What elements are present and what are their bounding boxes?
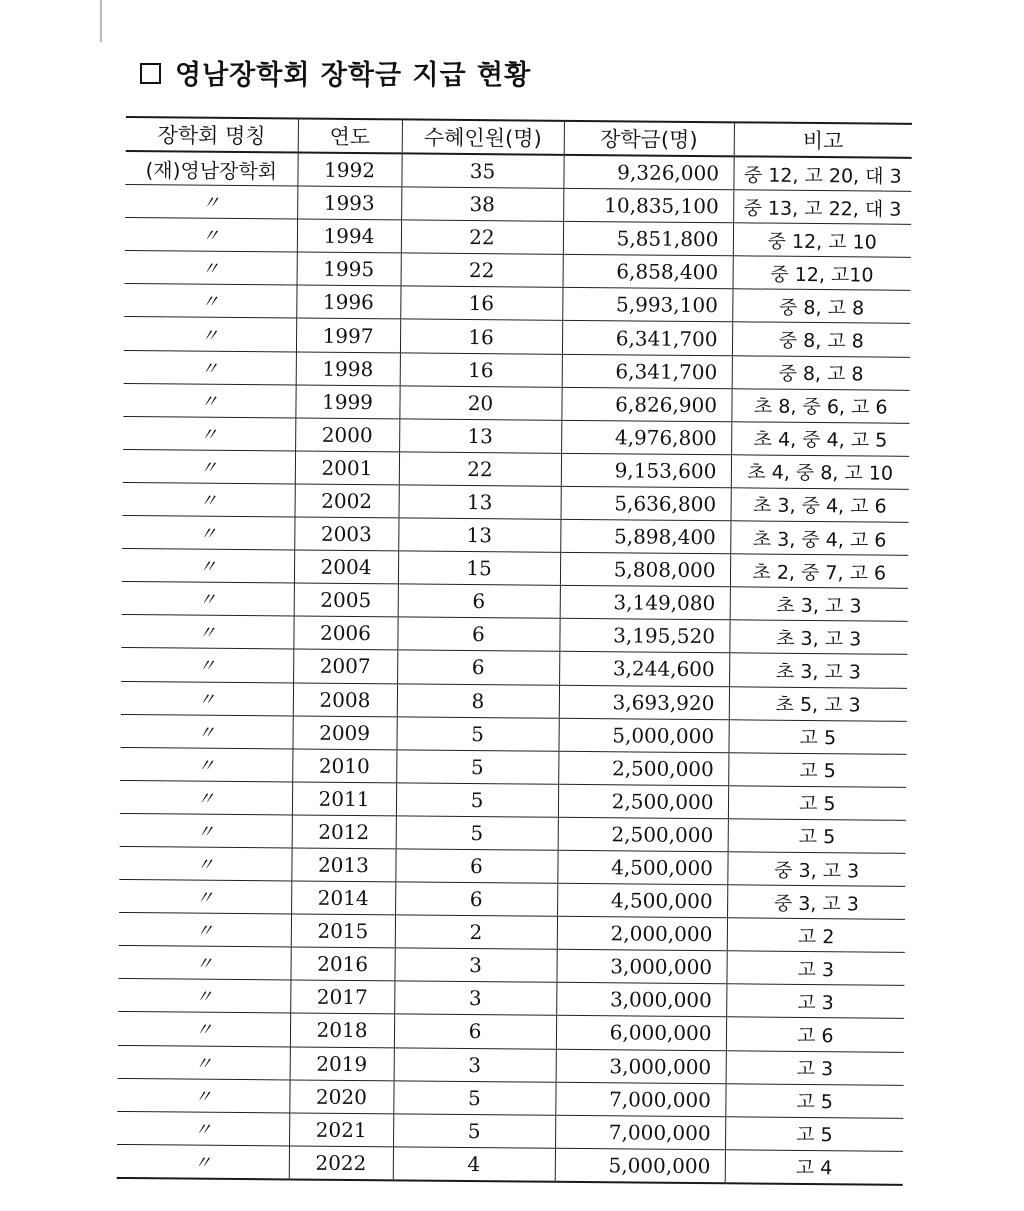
cell-amount: 2,500,000	[558, 751, 728, 786]
cell-amount: 10,835,100	[563, 188, 733, 223]
cell-year: 1994	[297, 219, 401, 253]
cell-recipients: 6	[394, 1014, 556, 1049]
cell-organization-name: 〃	[123, 449, 295, 484]
cell-organization-name: 〃	[120, 747, 292, 782]
cell-recipients: 22	[399, 452, 561, 487]
cell-organization-name: 〃	[119, 880, 291, 915]
cell-organization-name: 〃	[118, 1012, 290, 1047]
cell-recipients: 6	[395, 882, 557, 917]
header-organization-name: 장학회 명칭	[126, 117, 298, 152]
cell-year: 2021	[289, 1113, 393, 1147]
cell-recipients: 8	[397, 683, 559, 718]
cell-remarks: 중 8, 고 8	[732, 322, 910, 357]
cell-remarks: 초 4, 중 4, 고 5	[731, 422, 909, 457]
cell-recipients: 4	[393, 1147, 555, 1182]
cell-organization-name: 〃	[122, 549, 294, 584]
cell-recipients: 6	[395, 849, 557, 884]
cell-year: 2003	[294, 517, 398, 551]
cell-year: 2005	[294, 583, 398, 617]
cell-amount: 2,500,000	[558, 784, 728, 819]
cell-year: 2015	[291, 914, 395, 948]
cell-remarks: 고 4	[725, 1150, 903, 1185]
cell-remarks: 고 5	[728, 719, 906, 754]
cell-year: 1993	[297, 186, 401, 220]
cell-amount: 5,851,800	[563, 222, 733, 257]
cell-recipients: 16	[400, 319, 562, 354]
cell-remarks: 초 3, 고 3	[729, 653, 907, 688]
scan-artifact-line	[100, 0, 102, 42]
cell-year: 2010	[292, 749, 396, 783]
cell-year: 2008	[293, 682, 397, 716]
cell-year: 1995	[297, 252, 401, 286]
cell-year: 2022	[289, 1146, 393, 1181]
cell-year: 1998	[296, 352, 400, 386]
cell-recipients: 5	[396, 750, 558, 785]
cell-year: 2007	[293, 649, 397, 683]
cell-recipients: 3	[394, 981, 556, 1016]
cell-amount: 5,808,000	[560, 552, 730, 587]
cell-recipients: 5	[393, 1114, 555, 1149]
header-amount: 장학금(명)	[564, 121, 734, 156]
cell-amount: 6,858,400	[563, 255, 733, 290]
cell-recipients: 5	[396, 783, 558, 818]
cell-recipients: 5	[393, 1080, 555, 1115]
cell-amount: 3,693,920	[559, 685, 729, 720]
cell-organization-name: 〃	[118, 1045, 290, 1080]
cell-amount: 3,149,080	[560, 586, 730, 621]
cell-year: 2006	[293, 616, 397, 650]
cell-year: 2016	[290, 947, 394, 981]
header-remarks: 비고	[734, 122, 912, 158]
cell-amount: 7,000,000	[555, 1115, 725, 1150]
cell-remarks: 중 3, 고 3	[727, 885, 905, 920]
cell-amount: 5,636,800	[560, 486, 730, 521]
cell-amount: 4,500,000	[557, 850, 727, 885]
cell-recipients: 35	[401, 153, 563, 188]
cell-remarks: 고 5	[725, 1083, 903, 1118]
cell-year: 2019	[290, 1046, 394, 1080]
cell-remarks: 고 5	[725, 1116, 903, 1151]
cell-remarks: 초 3, 중 4, 고 6	[730, 488, 908, 523]
cell-recipients: 16	[400, 286, 562, 321]
cell-year: 2020	[289, 1080, 393, 1114]
cell-recipients: 15	[398, 551, 560, 586]
cell-remarks: 중 12, 고 10	[733, 223, 911, 258]
cell-recipients: 20	[399, 386, 561, 421]
cell-recipients: 13	[399, 485, 561, 520]
cell-amount: 4,976,800	[561, 420, 731, 455]
cell-year: 2011	[292, 782, 396, 816]
cell-amount: 2,000,000	[557, 916, 727, 951]
cell-recipients: 22	[401, 220, 563, 255]
cell-organization-name: 〃	[124, 350, 296, 385]
cell-recipients: 16	[400, 352, 562, 387]
cell-organization-name: 〃	[122, 582, 294, 617]
cell-amount: 7,000,000	[555, 1082, 725, 1117]
cell-amount: 9,153,600	[561, 453, 731, 488]
cell-year: 1997	[296, 318, 400, 352]
cell-remarks: 고 2	[727, 918, 905, 953]
cell-organization-name: 〃	[125, 185, 297, 220]
cell-amount: 6,341,700	[562, 354, 732, 389]
cell-organization-name: 〃	[120, 780, 292, 815]
table-row	[117, 1144, 903, 1184]
cell-organization-name: 〃	[125, 251, 297, 286]
cell-year: 2009	[292, 716, 396, 750]
cell-year: 2017	[290, 980, 394, 1014]
cell-remarks: 고 6	[726, 1017, 904, 1052]
cell-amount: 3,195,520	[559, 619, 729, 654]
cell-amount: 4,500,000	[557, 883, 727, 918]
cell-organization-name: 〃	[121, 648, 293, 683]
cell-organization-name: 〃	[121, 615, 293, 650]
cell-recipients: 5	[396, 816, 558, 851]
cell-remarks: 초 2, 중 7, 고 6	[730, 554, 908, 589]
cell-amount: 5,898,400	[560, 519, 730, 554]
scholarship-table	[117, 116, 912, 1186]
page-title	[140, 52, 531, 92]
cell-amount: 2,500,000	[558, 817, 728, 852]
page-title-text: 영남장학회 장학금 지급 현황	[175, 59, 532, 91]
cell-year: 2000	[295, 418, 399, 452]
cell-year: 2002	[295, 484, 399, 518]
cell-organization-name: 〃	[123, 416, 295, 451]
cell-amount: 5,000,000	[555, 1148, 725, 1183]
cell-remarks: 고 3	[726, 984, 904, 1019]
cell-remarks: 초 4, 중 8, 고 10	[731, 455, 909, 490]
cell-remarks: 중 3, 고 3	[727, 852, 905, 887]
cell-remarks: 중 8, 고 8	[732, 289, 910, 324]
cell-recipients: 22	[401, 253, 563, 288]
cell-organization-name: 〃	[117, 1111, 289, 1146]
cell-amount: 5,000,000	[558, 718, 728, 753]
cell-amount: 6,826,900	[561, 387, 731, 422]
header-year: 연도	[298, 119, 402, 154]
cell-amount: 5,993,100	[562, 288, 732, 323]
cell-recipients: 38	[401, 187, 563, 222]
cell-organization-name: 〃	[124, 317, 296, 352]
cell-organization-name: 〃	[119, 913, 291, 948]
cell-remarks: 초 3, 고 3	[730, 587, 908, 622]
cell-recipients: 3	[394, 1047, 556, 1082]
cell-remarks: 초 5, 고 3	[729, 686, 907, 721]
cell-recipients: 13	[399, 419, 561, 454]
cell-recipients: 13	[398, 518, 560, 553]
cell-amount: 9,326,000	[563, 155, 733, 190]
cell-year: 2004	[294, 550, 398, 584]
cell-organization-name: 〃	[117, 1078, 289, 1113]
cell-remarks: 중 12, 고 20, 대 3	[733, 156, 911, 191]
cell-amount: 3,244,600	[559, 652, 729, 687]
cell-recipients: 3	[394, 948, 556, 983]
cell-organization-name: 〃	[118, 946, 290, 981]
cell-organization-name: 〃	[125, 218, 297, 253]
cell-remarks: 고 3	[726, 951, 904, 986]
cell-remarks: 중 13, 고 22, 대 3	[733, 190, 911, 225]
cell-year: 1992	[297, 152, 401, 187]
cell-year: 2013	[291, 848, 395, 882]
cell-year: 1999	[295, 385, 399, 419]
cell-amount: 3,000,000	[556, 983, 726, 1018]
cell-recipients: 2	[395, 915, 557, 950]
cell-year: 2001	[295, 451, 399, 485]
cell-remarks: 초 8, 중 6, 고 6	[731, 388, 909, 423]
cell-year: 2012	[292, 815, 396, 849]
square-bullet-icon	[140, 63, 161, 84]
cell-year: 2014	[291, 881, 395, 915]
cell-amount: 6,000,000	[556, 1016, 726, 1051]
header-recipients: 수혜인원(명)	[402, 119, 564, 154]
cell-recipients: 6	[397, 650, 559, 685]
scholarship-table-container	[117, 116, 912, 1186]
table-body	[117, 151, 912, 1185]
cell-remarks: 초 3, 고 3	[729, 620, 907, 655]
cell-amount: 6,341,700	[562, 321, 732, 356]
cell-organization-name: 〃	[118, 979, 290, 1014]
cell-organization-name: 〃	[120, 813, 292, 848]
cell-organization-name: (재)영남장학회	[125, 151, 297, 186]
cell-recipients: 6	[397, 617, 559, 652]
cell-year: 1996	[296, 285, 400, 319]
cell-organization-name: 〃	[120, 714, 292, 749]
cell-remarks: 중 8, 고 8	[732, 355, 910, 390]
cell-organization-name: 〃	[123, 482, 295, 517]
cell-remarks: 고 5	[728, 819, 906, 854]
cell-organization-name: 〃	[117, 1144, 289, 1179]
cell-remarks: 고 5	[728, 786, 906, 821]
cell-recipients: 5	[396, 716, 558, 751]
cell-remarks: 고 5	[728, 752, 906, 787]
cell-recipients: 6	[398, 584, 560, 619]
cell-organization-name: 〃	[121, 681, 293, 716]
cell-organization-name: 〃	[119, 846, 291, 881]
cell-remarks: 중 12, 고10	[733, 256, 911, 291]
cell-organization-name: 〃	[123, 383, 295, 418]
cell-organization-name: 〃	[124, 284, 296, 319]
cell-amount: 3,000,000	[556, 1049, 726, 1084]
cell-remarks: 고 3	[726, 1050, 904, 1085]
cell-organization-name: 〃	[122, 516, 294, 551]
cell-remarks: 초 3, 중 4, 고 6	[730, 521, 908, 556]
cell-year: 2018	[290, 1013, 394, 1047]
cell-amount: 3,000,000	[556, 950, 726, 985]
